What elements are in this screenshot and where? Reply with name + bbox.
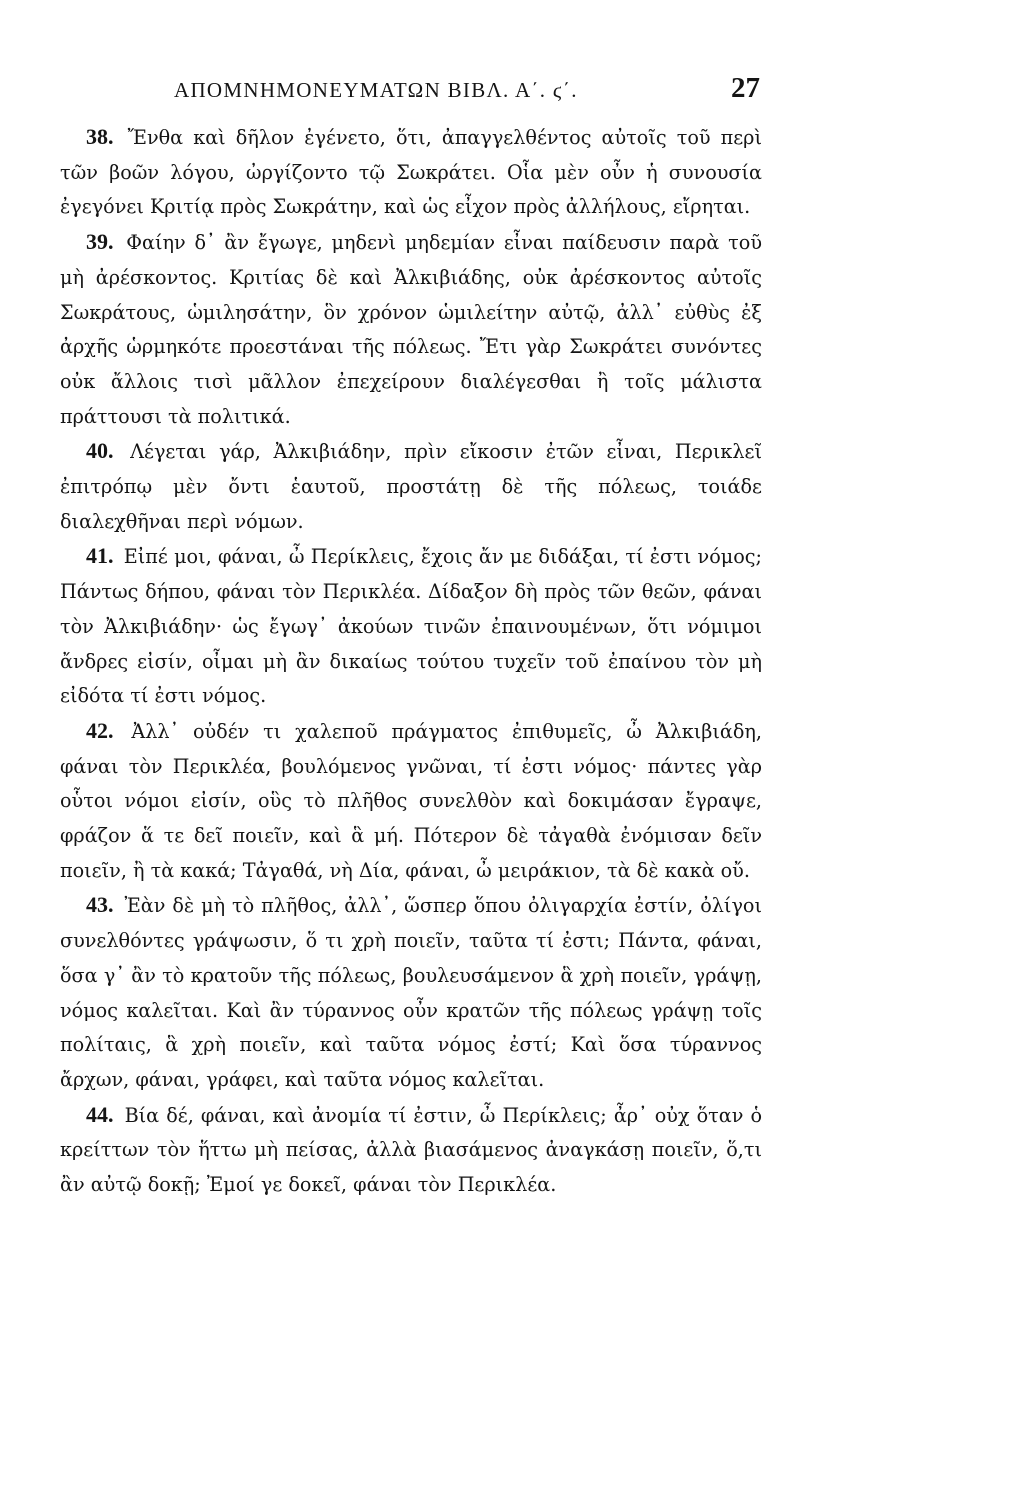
paragraph-number: 42. xyxy=(86,717,114,743)
paragraph-text: Ἔνθα καὶ δῆλον ἐγένετο, ὅτι, ἀπαγγελθέντος αὐτοῖς τοῦ περὶ τῶν βοῶν λόγου, ὠργίζοντο τῷ Σωκράτει. Οἷα μὲν οὖν ἡ συνουσία ἐγεγόνει Κριτίᾳ πρὸς Σωκράτην, καὶ ὡς εἶχον πρὸς ἀλλήλους, εἴρηται. xyxy=(60,126,762,219)
paragraph-number: 39. xyxy=(86,229,114,255)
paragraph-38 xyxy=(60,120,762,225)
paragraph-number: 44. xyxy=(86,1101,114,1127)
paragraph-44 xyxy=(60,1098,762,1203)
paragraph-text: Εἰπέ μοι, φάναι, ὦ Περίκλεις, ἔχοις ἄν με διδάξαι, τί ἐστι νόμος; Πάντως δήπου, φάναι τὸν Περικλέα. Δίδαξον δὴ πρὸς τῶν θεῶν, φάναι τὸν Ἀλκιβιάδην· ὡς ἔγωγ᾽ ἀκούων τινῶν ἐπαινουμένων, ὅτι νόμιμοι ἄνδρες εἰσίν, οἶμαι μὴ ἂν δικαίως τούτου τυχεῖν τοῦ ἐπαίνου τὸν μὴ εἰδότα τί ἐστι νόμος. xyxy=(60,545,762,708)
paragraph-text: Φαίην δ᾽ ἂν ἔγωγε, μηδενὶ μηδεμίαν εἶναι παίδευσιν παρὰ τοῦ μὴ ἀρέσκοντος. Κριτίας δὲ καὶ Ἀλκιβιάδης, οὐκ ἀρέσκοντος αὐτοῖς Σωκράτους, ὡμιλησάτην, ὃν χρόνον ὡμιλείτην αὐτῷ, ἀλλ᾽ εὐθὺς ἐξ ἀρχῆς ὡρμηκότε προεστάναι τῆς πόλεως. Ἔτι γὰρ Σωκράτει συνόντες οὐκ ἄλλοις τισὶ μᾶλλον ἐπεχείρουν διαλέγεσθαι ἢ τοῖς μάλιστα πράττουσι τὰ πολιτικά. xyxy=(60,231,762,428)
paragraph-text: Λέγεται γάρ, Ἀλκιβιάδην, πρὶν εἴκοσιν ἐτῶν εἶναι, Περικλεῖ ἐπιτρόπῳ μὲν ὄντι ἑαυτοῦ, προστάτῃ δὲ τῆς πόλεως, τοιάδε διαλεχθῆναι περὶ νόμων. xyxy=(60,440,762,533)
paragraph-text: Βία δέ, φάναι, καὶ ἀνομία τί ἐστιν, ὦ Περίκλεις; ἆρ᾽ οὐχ ὅταν ὁ κρείττων τὸν ἥττω μὴ πείσας, ἀλλὰ βιασάμενος ἀναγκάσῃ ποιεῖν, ὅ,τι ἂν αὐτῷ δοκῇ; Ἐμοί γε δοκεῖ, φάναι τὸν Περικλέα. xyxy=(60,1103,762,1197)
page-header xyxy=(60,72,760,112)
main-text xyxy=(60,120,762,1203)
paragraph-43 xyxy=(60,888,762,1097)
paragraph-number: 41. xyxy=(86,543,114,569)
paragraph-text: Ἐὰν δὲ μὴ τὸ πλῆθος, ἀλλ᾽, ὥσπερ ὅπου ὀλιγαρχία ἐστίν, ὀλίγοι συνελθόντες γράψωσιν, ὅ τι χρὴ ποιεῖν, ταῦτα τί ἐστι; Πάντα, φάναι, ὅσα γ᾽ ἂν τὸ κρατοῦν τῆς πόλεως, βουλευσάμενον ἃ χρὴ ποιεῖν, γράψῃ, νόμος καλεῖται. Καὶ ἂν τύραννος οὖν κρατῶν τῆς πόλεως γράψῃ τοῖς πολίταις, ἃ χρὴ ποιεῖν, καὶ ταῦτα νόμος ἐστί; Καὶ ὅσα τύραννος ἄρχων, φάναι, γράφει, καὶ ταῦτα νόμος καλεῖται. xyxy=(60,894,762,1091)
paragraph-39 xyxy=(60,225,762,434)
paragraph-40 xyxy=(60,434,762,539)
paragraph-number: 40. xyxy=(86,438,114,464)
page-number: 27 xyxy=(731,72,760,104)
running-title: ΑΠΟΜΝΗΜΟΝΕΥΜΑΤΩΝ ΒΙΒΛ. Α΄. ϛ΄. xyxy=(174,78,578,102)
paragraph-number: 43. xyxy=(86,892,114,918)
paragraph-42 xyxy=(60,714,762,889)
paragraph-41 xyxy=(60,539,762,714)
paragraph-text: Ἀλλ᾽ οὐδέν τι χαλεποῦ πράγματος ἐπιθυμεῖς, ὦ Ἀλκιβιάδη, φάναι τὸν Περικλέα, βουλόμενος γνῶναι, τί ἐστι νόμος· πάντες γὰρ οὗτοι νόμοι εἰσίν, οὓς τὸ πλῆθος συνελθὸν καὶ δοκιμάσαν ἔγραψε, φράζον ἅ τε δεῖ ποιεῖν, καὶ ἃ μή. Πότερον δὲ τἀγαθὰ ἐνόμισαν δεῖν ποιεῖν, ἢ τὰ κακά; Τἀγαθά, νὴ Δία, φάναι, ὦ μειράκιον, τὰ δὲ κακὰ οὔ. xyxy=(60,719,762,882)
paragraph-number: 38. xyxy=(86,124,114,149)
